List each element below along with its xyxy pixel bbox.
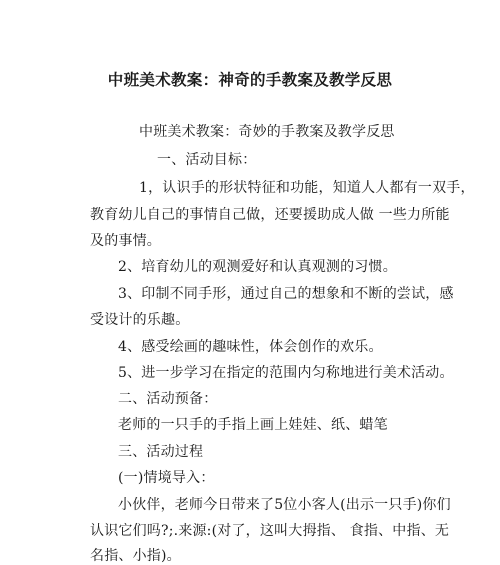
section-heading-preparation: 二、活动预备： xyxy=(118,391,218,407)
paragraph-line: 教育幼儿自己的事情自己做，还要援助成人做 一些力所能 xyxy=(90,207,450,223)
paragraph-line: 受设计的乐趣。 xyxy=(90,312,190,328)
document-title: 中班美术教案：神奇的手教案及教学反思 xyxy=(107,70,393,89)
subtitle-line: 中班美术教案：奇妙的手教案及教学反思 xyxy=(139,124,395,140)
section-heading-objectives: 一、活动目标： xyxy=(157,152,257,168)
paragraph-line: 及的事情。 xyxy=(90,233,161,249)
paragraph-line: 1，认识手的形状特征和功能，知道人人都有一双手， xyxy=(139,180,475,196)
paragraph-line: 3、印制不同手形，通过自己的想象和不断的尝试，感 xyxy=(118,286,454,302)
paragraph-line: 2、培育幼儿的观测爱好和认真观测的习惯。 xyxy=(118,259,397,275)
subsection-heading: (一)情境导入： xyxy=(118,470,215,486)
paragraph-line: 老师的一只手的手指上画上娃娃、纸、蜡笔 xyxy=(118,417,388,433)
paragraph-line: 小伙伴，老师今日带来了5位小客人(出示一只手)你们 xyxy=(118,497,451,513)
paragraph-line: 名指、小指)。 xyxy=(90,548,181,564)
section-heading-process: 三、活动过程 xyxy=(118,444,204,460)
paragraph-line: 认识它们吗?;.来源:(对了，这叫大拇指、 食指、中指、无 xyxy=(90,523,450,539)
paragraph-line: 5、进一步学习在指定的范围内匀称地进行美术活动。 xyxy=(118,365,454,381)
paragraph-line: 4、感受绘画的趣味性，体会创作的欢乐。 xyxy=(118,339,383,355)
